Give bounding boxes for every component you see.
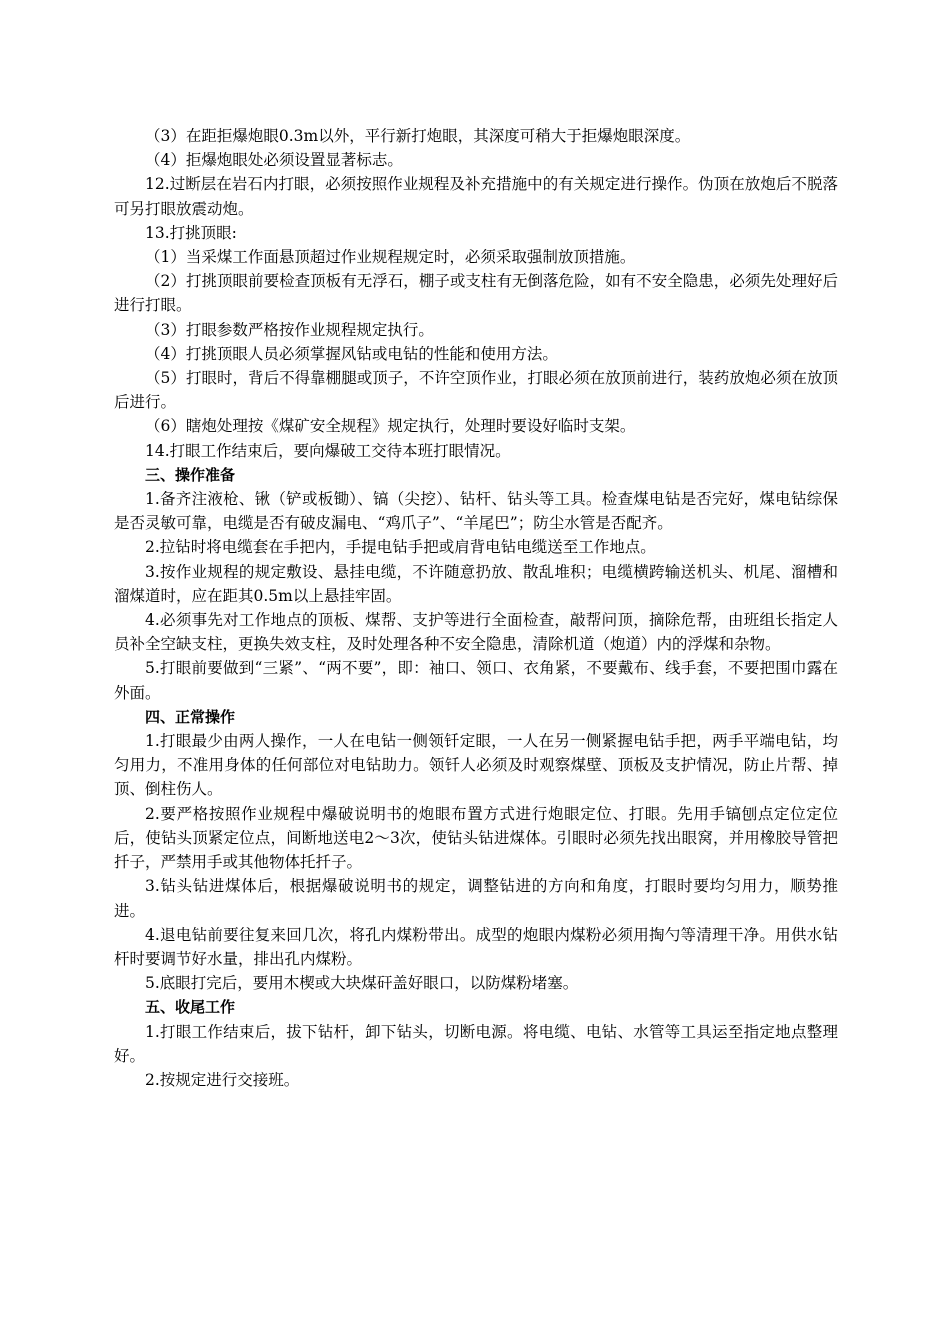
paragraph: （3）在距拒爆炮眼0.3m以外，平行新打炮眼，其深度可稍大于拒爆炮眼深度。 [145,127,691,145]
paragraph: 3.钻头钻进煤体后，根据爆破说明书的规定，调整钻进的方向和角度，打眼时要均匀用力，顺势推进。 [114,877,838,920]
paragraph: 12.过断层在岩石内打眼，必须按照作业规程及补充措施中的有关规定进行操作。伪顶在放炮后不脱落可另打眼放震动炮。 [114,175,838,218]
document-page [114,124,838,1092]
paragraph: （4）打挑顶眼人员必须掌握风钻或电钻的性能和使用方法。 [145,344,558,363]
paragraph: 2.按规定进行交接班。 [145,1070,300,1089]
paragraph: 1.备齐注液枪、锹（铲或板锄）、镐（尖挖）、钻杆、钻头等工具。检查煤电钻是否完好，煤电钻综保是否灵敏可靠，电缆是否有破皮漏电、“鸡爪子”、“羊尾巴”；防尘水管是否配齐。 [114,490,838,533]
paragraph: 2.要严格按照作业规程中爆破说明书的炮眼布置方式进行炮眼定位、打眼。先用手镐刨点定位定位后，使钻头顶紧定位点，间断地送电2～3次，使钻头钻进煤体。引眼时必须先找出眼窝，并用橡胶导管把扦子，严禁用手或其他物体托扦子。 [114,804,838,872]
paragraph: （2）打挑顶眼前要检查顶板有无浮石，棚子或支柱有无倒落危险，如有不安全隐患，必须先处理好后进行打眼。 [114,272,838,315]
paragraph: 14.打眼工作结束后，要向爆破工交待本班打眼情况。 [145,441,511,460]
paragraph: 4.必须事先对工作地点的顶板、煤帮、支护等进行全面检查，敲帮问顶，摘除危帮，由班组长指定人员补全空缺支柱，更换失效支柱，及时处理各种不安全隐患，清除机道（炮道）内的浮煤和杂物。 [114,611,838,654]
paragraph: 5.打眼前要做到“三紧”、“两不要”，即：袖口、领口、衣角紧，不要戴布、线手套，不要把围巾露在外面。 [114,659,838,702]
section-heading: 五、收尾工作 [145,998,236,1017]
paragraph: 3.按作业规程的规定敷设、悬挂电缆，不许随意扔放、散乱堆积；电缆横跨输送机头、机尾、溜槽和溜煤道时，应在距其0.5m以上悬挂牢固。 [114,562,838,605]
paragraph: 13.打挑顶眼: [145,223,237,242]
paragraph: 2.拉钻时将电缆套在手把内，手提电钻手把或肩背电钻电缆送至工作地点。 [145,538,656,557]
paragraph: （3）打眼参数严格按作业规程规定执行。 [145,320,434,339]
section-heading: 三、操作准备 [145,465,236,484]
paragraph: （4）拒爆炮眼处必须设置显著标志。 [145,151,403,170]
paragraph: 5.底眼打完后，要用木楔或大块煤矸盖好眼口，以防煤粉堵塞。 [145,974,579,993]
paragraph: 1.打眼工作结束后，拔下钻杆，卸下钻头，切断电源。将电缆、电钻、水管等工具运至指定地点整理好。 [114,1022,838,1065]
paragraph: （5）打眼时，背后不得靠棚腿或顶子，不许空顶作业，打眼必须在放顶前进行，装药放炮必须在放顶后进行。 [114,369,838,412]
paragraph: （1）当采煤工作面悬顶超过作业规程规定时，必须采取强制放顶措施。 [145,248,636,267]
section-heading: 四、正常操作 [145,707,236,726]
paragraph: 4.退电钻前要往复来回几次，将孔内煤粉带出。成型的炮眼内煤粉必须用掏勺等清理干净。用供水钻杆时要调节好水量，排出孔内煤粉。 [114,925,838,968]
paragraph: 1.打眼最少由两人操作，一人在电钻一侧领钎定眼，一人在另一侧紧握电钻手把，两手平端电钻，均匀用力，不准用身体的任何部位对电钻助力。领钎人必须及时观察煤壁、顶板及支护情况，防止片帮、掉顶、倒柱伤人。 [114,732,838,799]
paragraph: （6）瞎炮处理按《煤矿安全规程》规定执行，处理时要设好临时支架。 [145,417,636,436]
